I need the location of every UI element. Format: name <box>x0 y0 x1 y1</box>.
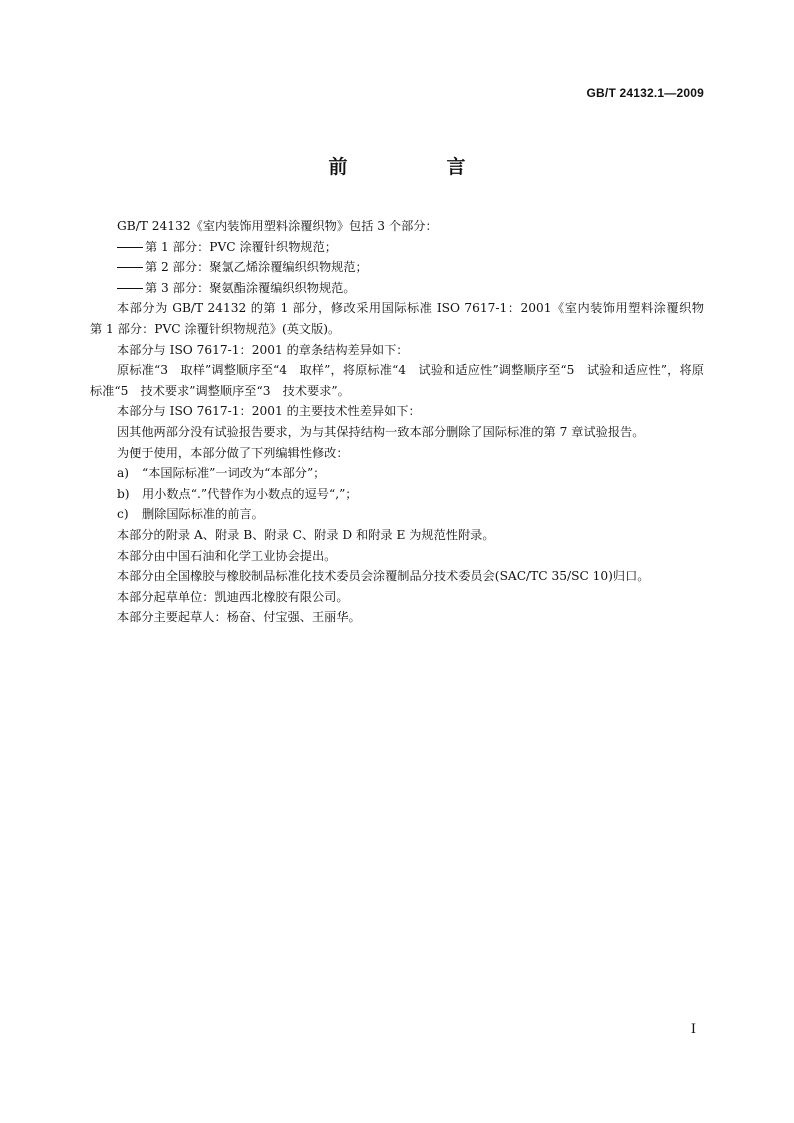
foreword-body <box>90 216 717 628</box>
list-marker-a: a) <box>117 466 130 481</box>
document-number: GB/T 24132.1—2009 <box>586 86 704 100</box>
list-text-a: “本国际标准”一词改为“本部分”； <box>142 466 326 481</box>
part-3-item <box>90 278 704 299</box>
part-1-item <box>90 237 704 258</box>
part-1-text: 第 1 部分：PVC 涂覆针织物规范； <box>145 239 337 254</box>
paragraph-adoption: 本部分为 GB/T 24132 的第 1 部分，修改采用国际标准 ISO 7617-1：2001《室内装饰用塑料涂覆织物 第 1 部分：PVC 涂覆针织物规范》(英文版)。 <box>90 301 717 336</box>
paragraph-structure-diff: 原标准“3 取样”调整顺序至“4 取样”，将原标准“4 试验和适应性”调整顺序至“5 试验和适应性”，将原标准“5 技术要求”调整顺序至“3 技术要求”。 <box>90 363 704 398</box>
paragraph-technical-diff: 因其他两部分没有试验报告要求，为与其保持结构一致本部分删除了国际标准的第 7 章试验报告。 <box>117 424 645 439</box>
list-text-c: 删除国际标准的前言。 <box>142 507 264 522</box>
list-marker-b: b) <box>117 486 130 501</box>
part-2-text: 第 2 部分：聚氯乙烯涂覆编织织物规范； <box>145 260 368 275</box>
paragraph-structure-diff-intro: 本部分与 ISO 7617-1：2001 的章条结构差异如下： <box>117 342 409 357</box>
part-3-text: 第 3 部分：聚氨酯涂覆编织织物规范。 <box>145 280 356 295</box>
paragraph-committee: 本部分由全国橡胶与橡胶制品标准化技术委员会涂覆制品分技术委员会(SAC/TC 35/SC 10)归口。 <box>117 569 650 584</box>
page-title: 前 言 <box>328 156 506 178</box>
page-number: I <box>690 1022 696 1037</box>
paragraph-drafting-unit: 本部分起草单位：凯迪西北橡胶有限公司。 <box>117 589 349 604</box>
list-item-c <box>90 504 704 525</box>
part-2-item <box>90 257 704 278</box>
dash-mark <box>117 267 143 268</box>
list-marker-c: c) <box>117 507 129 522</box>
list-item-a <box>90 463 704 484</box>
paragraph-annexes: 本部分的附录 A、附录 B、附录 C、附录 D 和附录 E 为规范性附录。 <box>117 527 495 542</box>
list-item-b <box>90 484 704 505</box>
paragraph-technical-diff-intro: 本部分与 ISO 7617-1：2001 的主要技术性差异如下： <box>117 404 421 419</box>
paragraph-editorial-intro: 为便于使用，本部分做了下列编辑性修改： <box>117 445 349 460</box>
dash-mark <box>117 247 143 248</box>
paragraph-parts-intro: GB/T 24132《室内装饰用塑料涂覆织物》包括 3 个部分： <box>117 219 438 233</box>
dash-mark <box>117 288 143 289</box>
paragraph-proposer: 本部分由中国石油和化学工业协会提出。 <box>117 548 337 563</box>
paragraph-drafters: 本部分主要起草人：杨奋、付宝强、王丽华。 <box>117 610 361 625</box>
list-text-b: 用小数点“.”代替作为小数点的逗号“,”； <box>142 486 358 501</box>
